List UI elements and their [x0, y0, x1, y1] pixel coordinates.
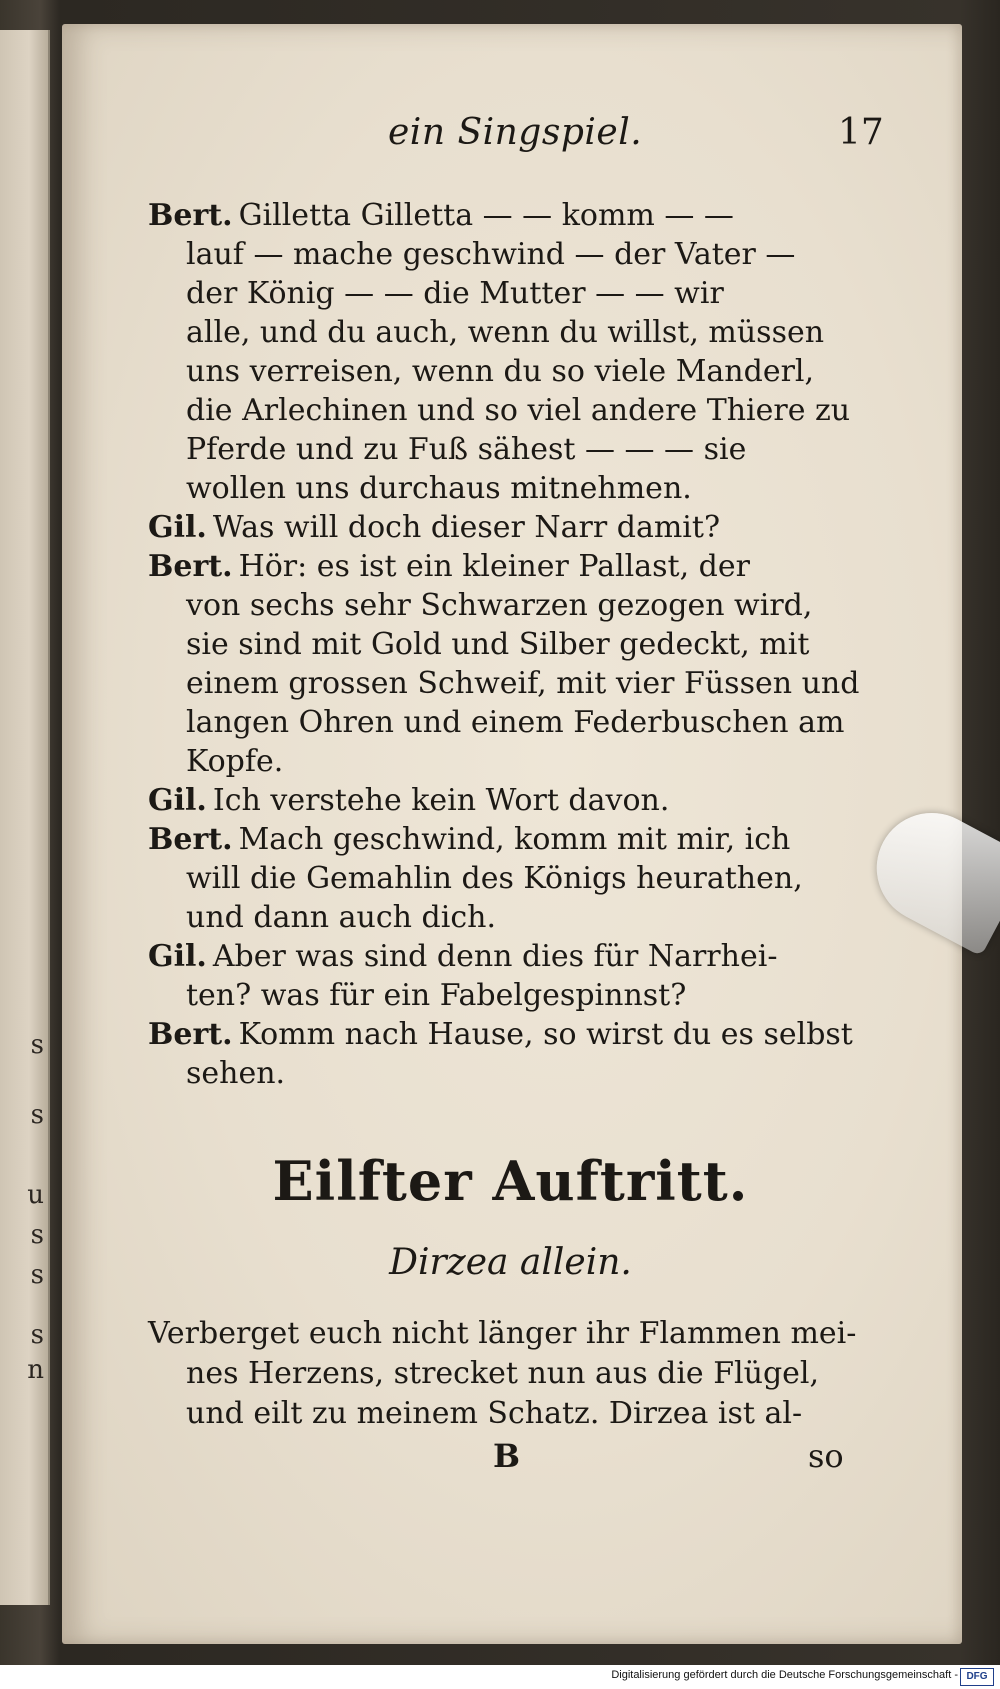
dialogue-line: Pferde und zu Fuß sähest — — — sie [186, 432, 747, 467]
dialogue-entry [148, 547, 873, 781]
dialogue-entry [148, 820, 873, 937]
dialogue-line: Bert. Komm nach Hause, so wirst du es selbst [148, 1017, 853, 1052]
dialogue-line: Bert. Gilletta Gilletta — — komm — — [148, 198, 734, 233]
previous-page-edge [0, 30, 50, 1605]
dialogue-line: ten? was für ein Fabelgespinnst? [186, 978, 687, 1013]
dialogue-line: sie sind mit Gold und Silber gedeckt, mit [186, 627, 810, 662]
monologue-line: und eilt zu meinem Schatz. Dirzea ist al- [186, 1396, 803, 1431]
dialogue-entry [148, 196, 873, 508]
dialogue-line: will die Gemahlin des Königs heurathen, [186, 861, 803, 896]
dialogue-line: wollen uns durchaus mitnehmen. [186, 471, 692, 506]
scene-subheading: Dirzea allein. [389, 1242, 632, 1283]
dialogue-entry [148, 508, 873, 547]
speaker-label: Gil. [148, 783, 207, 818]
previous-page-glyph: n [27, 1355, 44, 1385]
dialogue-line: sehen. [186, 1056, 286, 1091]
monologue-line: Verberget euch nicht länger ihr Flammen mei- [148, 1316, 857, 1351]
previous-page-glyph: s [30, 1320, 44, 1350]
dialogue-line: Bert. Hör: es ist ein kleiner Pallast, der [148, 549, 750, 584]
dialogue-line: uns verreisen, wenn du so viele Manderl, [186, 354, 815, 389]
dialogue-line: Gil. Aber was sind denn dies für Narrhei- [148, 939, 778, 974]
running-title: ein Singspiel. [388, 112, 643, 153]
dfg-logo: DFG [960, 1668, 994, 1686]
speaker-label: Bert. [148, 549, 233, 584]
speaker-label: Bert. [148, 198, 233, 233]
dialogue-entry [148, 781, 873, 820]
dialogue-line: Kopfe. [186, 744, 284, 779]
dialogue-line: lauf — mache geschwind — der Vater — [186, 237, 796, 272]
previous-page-glyph: s [30, 1030, 44, 1060]
catchword: so [808, 1437, 844, 1475]
signature-mark: B [493, 1437, 521, 1475]
previous-page-glyph: s [30, 1260, 44, 1290]
monologue-line: nes Herzens, strecket nun aus die Flügel, [186, 1356, 820, 1391]
previous-page-glyph: u [27, 1180, 44, 1210]
monologue [148, 1314, 873, 1434]
speaker-label: Bert. [148, 1017, 233, 1052]
book-page [62, 24, 962, 1644]
footer-bar [0, 1665, 1000, 1689]
speaker-label: Gil. [148, 510, 207, 545]
scene-heading: Eilfter Auftritt. [272, 1149, 749, 1213]
dialogue-line: einem grossen Schweif, mit vier Füssen und [186, 666, 860, 701]
dialogue-line: und dann auch dich. [186, 900, 496, 935]
dialogue-line: alle, und du auch, wenn du willst, müssen [186, 315, 825, 350]
dialogue-line: der König — — die Mutter — — wir [186, 276, 724, 311]
dialogue-line: langen Ohren und einem Federbuschen am [186, 705, 845, 740]
speaker-label: Bert. [148, 822, 233, 857]
previous-page-glyph: s [30, 1220, 44, 1250]
previous-page-glyph: s [30, 1100, 44, 1130]
dialogue-line: die Arlechinen und so viel andere Thiere zu [186, 393, 851, 428]
page-number: 17 [838, 112, 884, 153]
dialogue-entry [148, 937, 873, 1015]
speaker-label: Gil. [148, 939, 207, 974]
footer-credit: Digitalisierung gefördert durch die Deutsche Forschungsgemeinschaft - [611, 1669, 958, 1681]
dialogue-line: Bert. Mach geschwind, komm mit mir, ich [148, 822, 791, 857]
dialogue-line: Gil. Ich verstehe kein Wort davon. [148, 783, 670, 818]
dialogue-line: von sechs sehr Schwarzen gezogen wird, [186, 588, 813, 623]
dialogue-line: Gil. Was will doch dieser Narr damit? [148, 510, 721, 545]
dialogue-entry [148, 1015, 873, 1093]
